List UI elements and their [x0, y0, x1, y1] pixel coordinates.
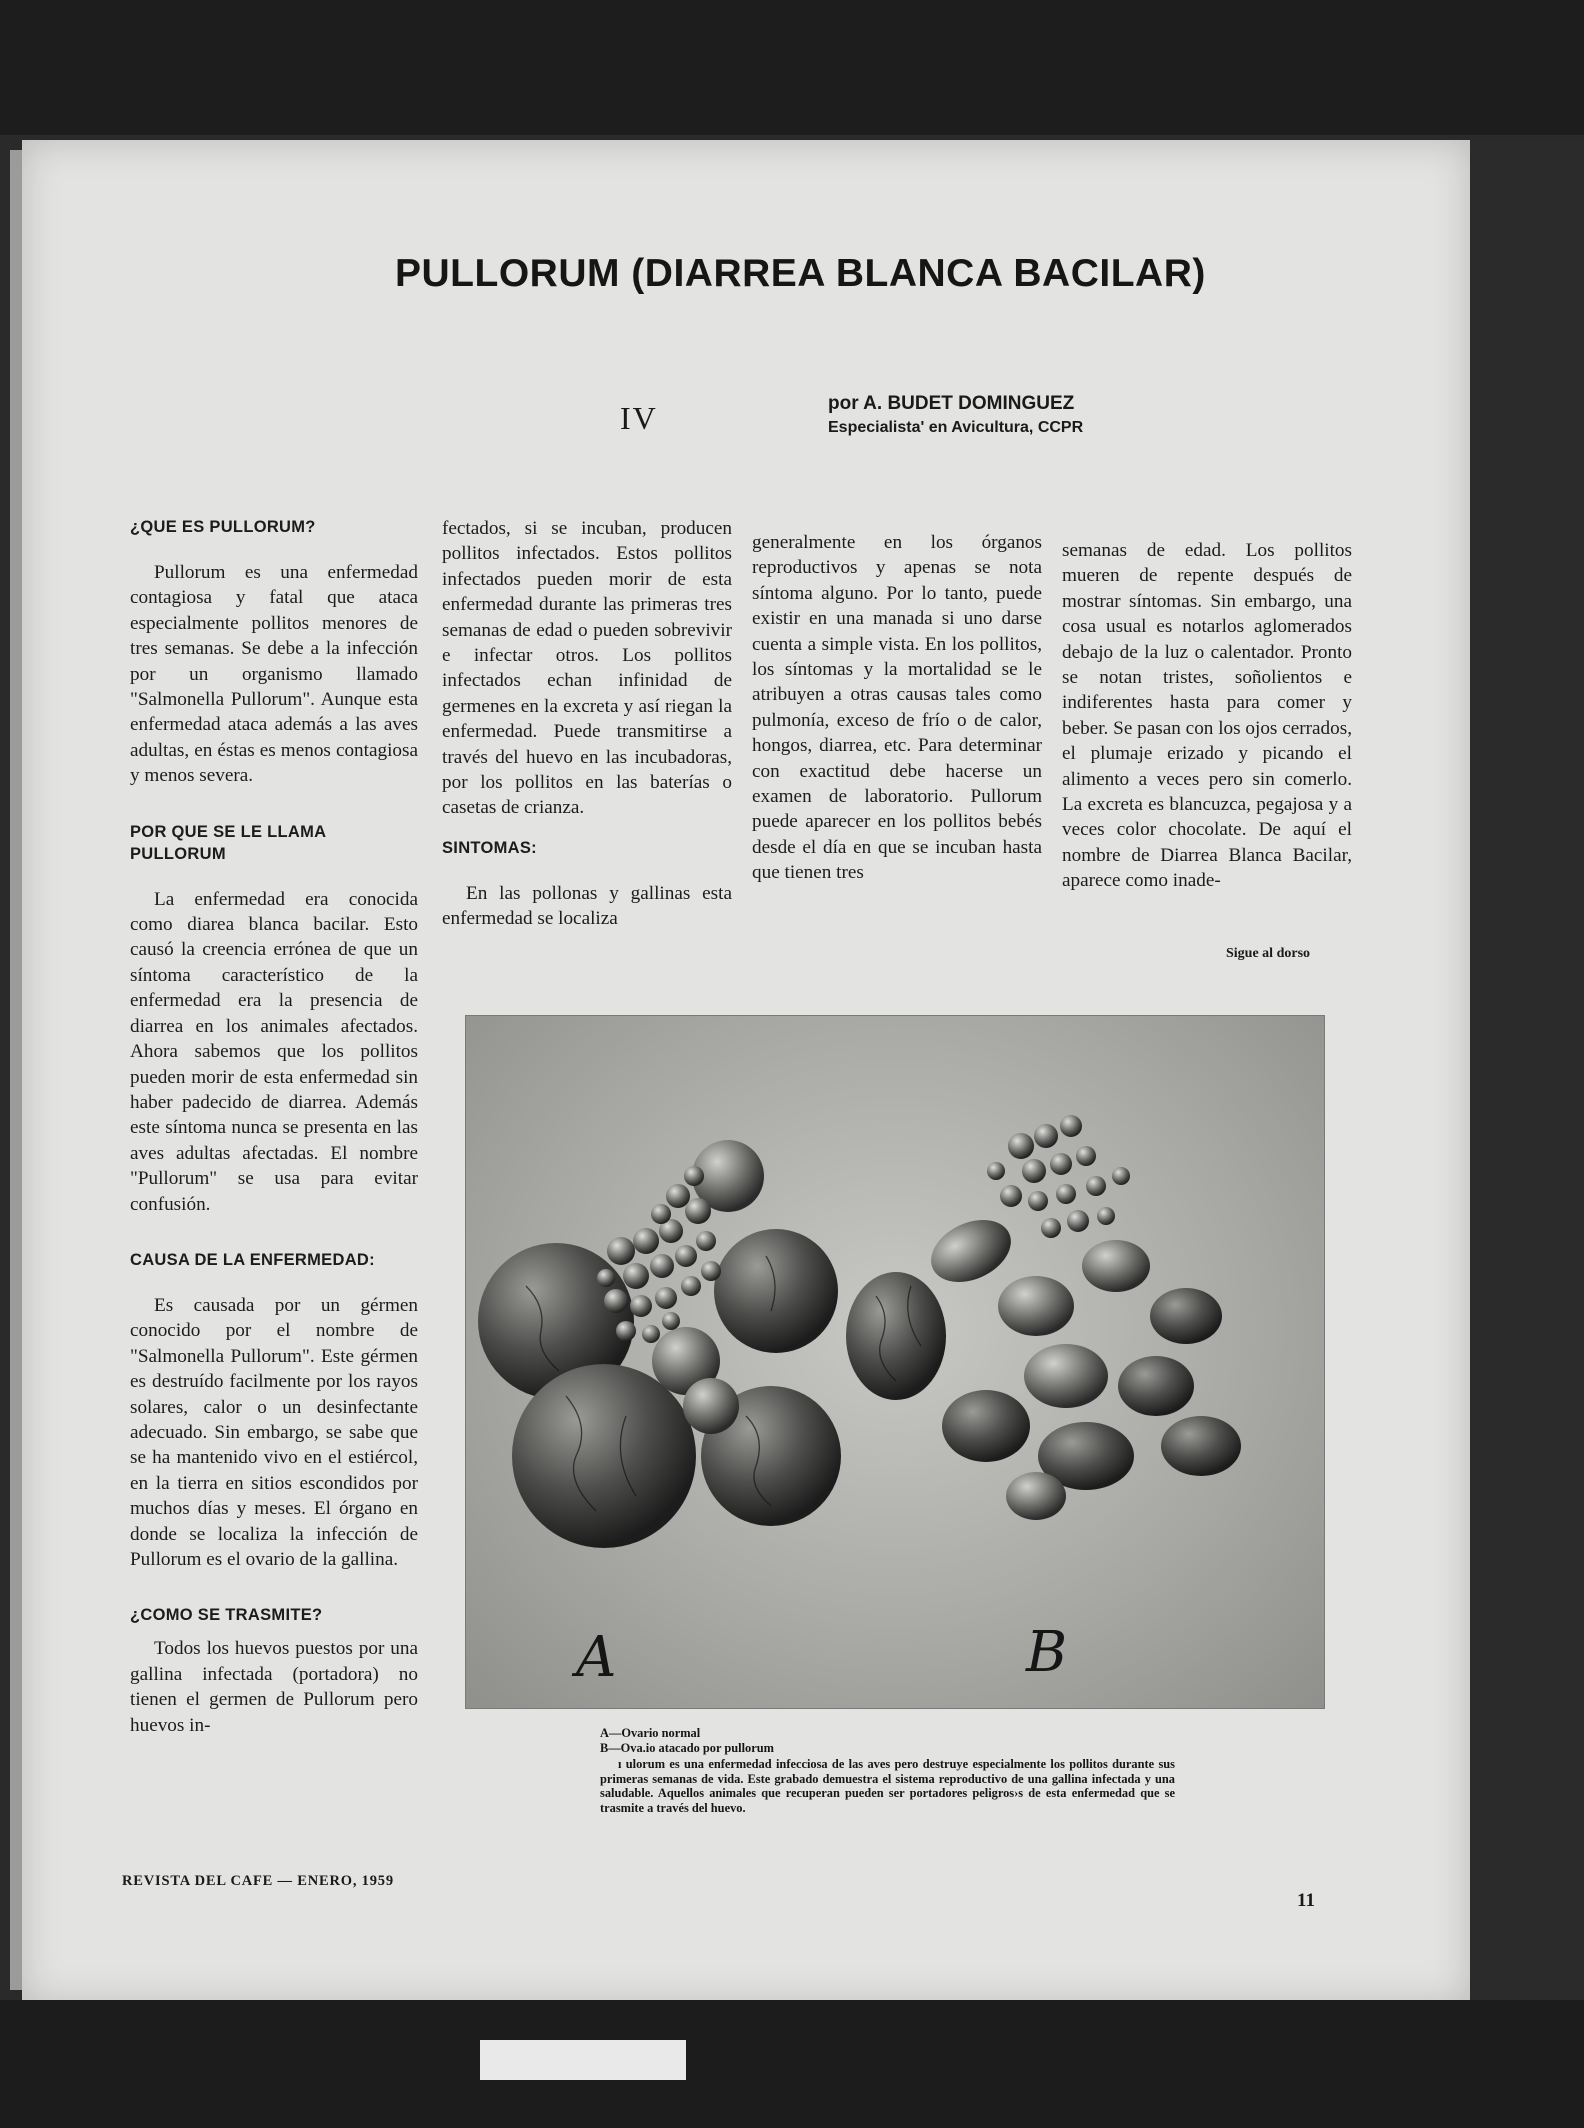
- figure-label-b: B: [1026, 1620, 1068, 1685]
- paragraph: fectados, si se incuban, producen pollitos infectados. Estos pollitos infectados pueden morir de esta enfermedad durante las primeras tres semanas de edad o pueden sobrevivir e infectar otros. Los pollitos infectados echan infinidad de germenes en la excreta y así riegan la enfermedad. Puede transmitirse a través del huevo en las incubadoras, por los pollitos en las baterías o casetas de crianza.: [442, 518, 732, 819]
- paragraph: Es causada por un gérmen conocido por el nombre de "Salmonella Pullorum". Este gérmen es destruído facilmente por los rayos solares, calor o un desinfectante adecuado. Sin embargo, se sabe que se ha mantenido vivo en el estiércol, en la tierra en sitios escondidos por muchos días y meses. El órgano en donde se localiza la infección de Pullorum es el ovario de la gallina.: [130, 1294, 418, 1570]
- paragraph: semanas de edad. Los pollitos mueren de repente después de mostrar síntomas. Sin embargo, una cosa usual es notarlos aglomerados debajo de la luz o calentador. Pronto se notan tristes, soñolientos e indiferentes hasta para comer y beber. Se pasan con los ojos cerrados, el plumaje erizado y picando el alimento a veces pero sin comerlo. La excreta es blancuzca, pegajosa y a veces color chocolate. De aquí el nombre de Diarrea Blanca Bacilar, aparece como inade-: [1062, 540, 1352, 892]
- column-3: [752, 530, 1042, 886]
- continued-note: Sigue al dorso: [1226, 946, 1311, 961]
- article-title: PULLORUM (DIARREA BLANCA BACILAR): [395, 252, 1206, 295]
- journal-footer: REVISTA DEL CAFE — ENERO, 1959: [122, 1873, 394, 1889]
- author-title: Especialista' en Avicultura, CCPR: [828, 419, 1084, 436]
- column-2: [442, 516, 732, 932]
- caption-body: ı ulorum es una enfermedad infecciosa de las aves pero destruye especialmente los pollitos durante sus primeras semanas de vida. Este grabado demuestra el sistema reproductivo de una gallina infectada y una saludable. Aquellos animales que recuperan pueden ser portadores peligros›s de esta enfermedad que se trasmite a través del huevo.: [600, 1757, 1175, 1815]
- caption-line-a: A—Ovario normal: [600, 1726, 701, 1740]
- paragraph: Todos los huevos puestos por una gallina infectada (portadora) no tienen el germen de Pullorum pero huevos in-: [130, 1638, 418, 1736]
- heading-como-se-trasmite: ¿COMO SE TRASMITE?: [130, 1606, 323, 1625]
- column-1: [130, 516, 418, 1738]
- article-part-number: IV: [620, 400, 658, 436]
- paragraph: generalmente en los órganos reproductivos y apenas se nota síntoma alguno. Por lo tanto, puede existir en una manada si uno darse cuenta a simple vista. En los pollitos, los síntomas y la mortalidad se le atribuyen a otras causas tales como pulmonía, exceso de frío o de calor, hongos, diarrea, etc. Para determinar con exactitud debe hacerse un examen de laboratorio. Pullorum puede aparecer en los pollitos bebés desde el día en que se incuban hasta que tienen tres: [752, 532, 1042, 884]
- ovary-illustration: [465, 1015, 1325, 1709]
- scan-background-bottom: [0, 2000, 1584, 2128]
- scan-background-top: [0, 0, 1584, 135]
- page-number: 11: [1297, 1890, 1315, 1911]
- author-name: por A. BUDET DOMINGUEZ: [828, 393, 1075, 414]
- figure-caption: [600, 1726, 1175, 1815]
- heading-por-que: POR QUE SE LE LLAMA PULLORUM: [130, 822, 326, 863]
- paragraph: Pullorum es una enfermedad contagiosa y fatal que ataca especialmente pollitos menores de tres semanas. Se debe a la infección por un organismo llamado "Salmonella Pullorum". Aunque esta enfermedad ataca además a las aves adultas, en éstas es menos contagiosa y menos severa.: [130, 562, 418, 787]
- paragraph: La enfermedad era conocida como diarea blanca bacilar. Esto causó la creencia errónea de que un síntoma característico de la enfermedad era la presencia de diarrea en los animales afectados. Ahora sabemos que los pollitos pueden morir de esta enfermedad sin haber padecido de diarrea. Además este síntoma nunca se presenta en las aves adultas afectadas. El nombre "Pullorum" se usa para evitar confusión.: [130, 888, 418, 1215]
- column-4: [1062, 538, 1352, 894]
- scan-label-strip: [480, 2040, 686, 2080]
- heading-sintomas: SINTOMAS:: [442, 838, 537, 857]
- ovary-a-normal: [478, 1140, 841, 1548]
- scan-background-right: [1470, 140, 1584, 2005]
- heading-que-es: ¿QUE ES PULLORUM?: [130, 518, 316, 536]
- byline: [828, 392, 1168, 440]
- caption-line-b: B—Ova.io atacado por pullorum: [600, 1740, 774, 1755]
- ovary-b-attacked: [846, 1115, 1241, 1520]
- paragraph: En las pollonas y gallinas esta enfermedad se localiza: [442, 882, 732, 930]
- heading-causa: CAUSA DE LA ENFERMEDAD:: [130, 1250, 375, 1269]
- ovary-drawing: [466, 1016, 1324, 1708]
- figure-label-a: A: [576, 1625, 617, 1690]
